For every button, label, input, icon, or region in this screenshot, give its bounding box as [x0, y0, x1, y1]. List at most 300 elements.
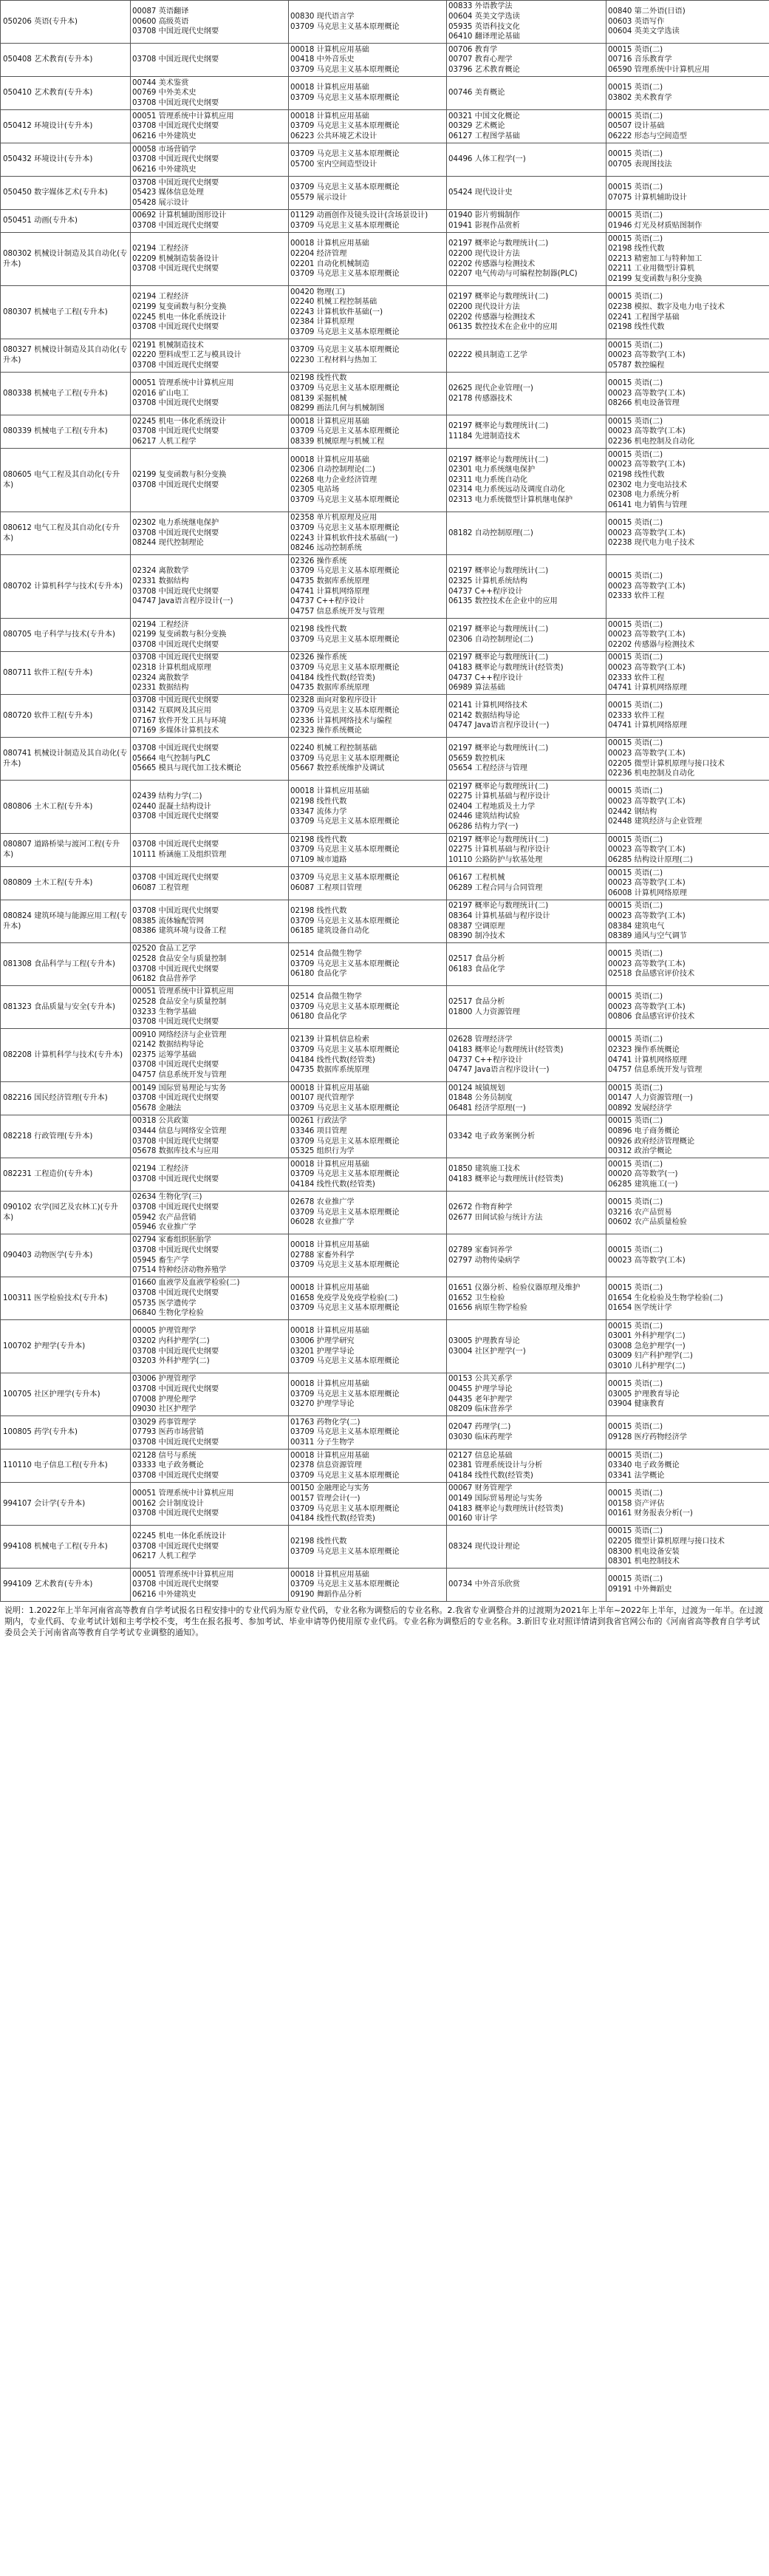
course-cell: [131, 143, 289, 177]
course-cell: [131, 110, 289, 143]
course-item: 03708 中国近现代史纲要: [132, 640, 219, 649]
course-item: 03709 马克思主义基本原理概论: [290, 1137, 400, 1146]
course-item: 00840 第二外语(日语): [608, 7, 686, 16]
course-cell: [447, 867, 606, 900]
course-item: 05735 医学遗传学: [132, 1299, 196, 1308]
course-item: 00015 英语(二): [608, 653, 663, 662]
course-item: 03709 马克思主义基本原理概论: [290, 917, 400, 925]
course-item: 02238 现代电力电子技术: [608, 539, 695, 548]
course-cell: [447, 1569, 606, 1602]
course-item: 02305 电站场: [290, 486, 340, 495]
course-item: 00015 英语(二): [608, 341, 663, 350]
major-cell: 100702 护理学(专升本): [1, 1320, 131, 1373]
course-item: 08389 通风与空气调节: [608, 932, 687, 941]
course-item: 07169 多媒体计算机技术: [132, 727, 219, 735]
course-item: 03006 护理学研究: [290, 1336, 355, 1345]
course-item: 03709 马克思主义基本原理概论: [290, 1390, 400, 1399]
course-item: 02197 概率论与数理统计(二): [448, 625, 549, 634]
course-cell: [606, 555, 769, 619]
course-cell: [606, 943, 769, 986]
major-cell: 080339 机械电子工程(专升本): [1, 415, 131, 449]
course-item: 02318 计算机组成原理: [132, 663, 211, 672]
course-item: 02016 矿山电工: [132, 389, 189, 398]
course-item: 03709 马克思主义基本原理概论: [290, 150, 400, 159]
course-item: 03709 马克思主义基本原理概论: [290, 1002, 400, 1011]
course-item: 03708 中国近现代史纲要: [132, 840, 219, 849]
course-item: 02142 数据结构导论: [448, 711, 520, 720]
course-cell: [606, 1029, 769, 1082]
course-item: 04757 信息系统开发与管理: [132, 1070, 227, 1079]
course-item: 00806 食品感官评价技术: [608, 1013, 695, 1022]
major-cell: 080809 土木工程(专升本): [1, 867, 131, 900]
course-item: 00018 计算机应用基础: [290, 1241, 369, 1250]
course-item: 05428 展示设计: [132, 198, 189, 207]
course-item: 03904 健康教育: [608, 1400, 665, 1409]
course-item: 02197 概率论与数理统计(二): [448, 455, 549, 464]
course-item: 00015 英语(二): [608, 150, 663, 159]
course-item: 03708 中国近现代史纲要: [132, 55, 219, 64]
major-cell: 050412 环境设计(专升本): [1, 110, 131, 143]
course-cell: [289, 512, 447, 555]
course-cell: [606, 986, 769, 1029]
course-item: 00157 管理会计(一): [290, 1494, 360, 1503]
course-item: 03709 马克思主义基本原理概论: [290, 1104, 400, 1112]
course-item: 01800 人力资源管理: [448, 1007, 520, 1016]
course-item: 05325 组织行为学: [290, 1147, 355, 1156]
course-item: 06989 算法基础: [448, 684, 505, 693]
course-item: 02446 建筑结构试验: [448, 812, 520, 821]
course-item: 04741 计算机网络原理: [608, 721, 687, 730]
course-item: 04737 C++程序设计: [448, 587, 523, 596]
course-cell: [447, 943, 606, 986]
major-cell: 050410 艺术教育(专升本): [1, 77, 131, 110]
major-cell: 100311 医学检验技术(专升本): [1, 1277, 131, 1320]
course-item: 00023 高等数学(工本): [608, 959, 686, 968]
course-item: 00020 高等数学(一): [608, 1170, 678, 1179]
course-item: 00005 护理管理学: [132, 1327, 196, 1336]
course-item: 05678 金融法: [132, 1104, 182, 1112]
course-item: 00023 高等数学(工本): [608, 879, 686, 888]
course-cell: [289, 619, 447, 652]
course-item: 03709 马克思主义基本原理概论: [290, 1170, 400, 1179]
course-item: 02197 概率论与数理统计(二): [448, 422, 549, 431]
course-item: 02442 钢结构: [608, 807, 657, 816]
course-cell: [606, 781, 769, 834]
major-cell: 080705 电子科学与技术(专升本): [1, 619, 131, 652]
course-item: 02324 离散数学: [132, 673, 189, 682]
course-item: 04737 C++程序设计: [448, 673, 523, 682]
course-item: 04741 计算机网络原理: [290, 587, 369, 596]
course-cell: [131, 177, 289, 210]
course-cell: [289, 781, 447, 834]
course-item: 02404 工程地质及土力学: [448, 802, 536, 811]
course-item: 00015 英语(二): [608, 84, 663, 92]
course-item: 03709 马克思主义基本原理概论: [290, 183, 400, 192]
course-cell: [447, 1320, 606, 1373]
course-item: 06285 建筑施工(一): [608, 1180, 678, 1189]
course-cell: [131, 900, 289, 943]
course-item: 00023 高等数学(工本): [608, 582, 686, 591]
course-item: 04735 数据库系统原理: [290, 577, 369, 585]
course-item: 02333 软件工程: [608, 673, 665, 682]
course-item: 00015 英语(二): [608, 1036, 663, 1044]
course-cell: [447, 1, 606, 44]
course-item: 02241 工程图学基础: [608, 313, 680, 322]
course-item: 04757 信息系统开发与管理: [290, 607, 385, 616]
course-item: 01656 病原生物学检验: [448, 1304, 527, 1313]
course-cell: [447, 834, 606, 867]
course-item: 03708 中国近现代史纲要: [132, 265, 219, 273]
course-item: 07793 医药市场营销: [132, 1428, 204, 1437]
course-item: 03708 中国近现代史纲要: [132, 178, 219, 187]
course-cell: [447, 286, 606, 339]
course-item: 03708 中国近现代史纲要: [132, 696, 219, 705]
table-row: [1, 1158, 769, 1192]
major-cell: 080327 机械设计制造及其自动化(专升本): [1, 339, 131, 373]
course-item: 02236 机电控制及自动化: [608, 769, 695, 778]
course-cell: [447, 652, 606, 695]
course-item: 06183 食品化学: [448, 965, 505, 973]
course-cell: [131, 1234, 289, 1277]
course-item: 05667 数控系统维护及调试: [290, 764, 385, 773]
course-item: 04735 数据库系统原理: [290, 1066, 369, 1075]
course-cell: [289, 867, 447, 900]
course-cell: [606, 695, 769, 738]
course-item: 06216 中外建筑史: [132, 1590, 196, 1599]
course-item: 00015 英语(二): [608, 835, 663, 844]
course-item: 02314 电力系统远动及调度自动化: [448, 486, 565, 495]
course-item: 00015 英语(二): [608, 1451, 663, 1460]
course-item: 08385 流体输配管网: [132, 917, 204, 925]
course-item: 00015 英语(二): [608, 620, 663, 629]
course-cell: [447, 1029, 606, 1082]
course-item: 04747 Java语言程序设计(一): [132, 597, 233, 606]
course-item: 05787 数控编程: [608, 361, 665, 370]
table-row: [1, 449, 769, 512]
course-item: 04183 概率论与数理统计(经管类): [448, 1504, 564, 1513]
course-cell: [447, 1416, 606, 1450]
course-item: 03708 中国近现代史纲要: [132, 1094, 219, 1103]
course-item: 02220 塑料成型工艺与模具设计: [132, 351, 242, 360]
course-item: 03005 护理教育导论: [608, 1390, 680, 1399]
course-item: 01850 建筑施工技术: [448, 1165, 520, 1174]
major-cell: 100805 药学(专升本): [1, 1416, 131, 1450]
course-cell: [447, 986, 606, 1029]
course-cell: [447, 1450, 606, 1483]
course-cell: [606, 1373, 769, 1416]
course-item: 00716 音乐教育学: [608, 55, 672, 64]
course-item: 02204 经济管理: [290, 249, 347, 258]
table-row: [1, 1, 769, 44]
course-cell: [131, 781, 289, 834]
course-item: 02325 计算机系统结构: [448, 577, 527, 585]
major-cell: 080824 建筑环境与能源应用工程(专升本): [1, 900, 131, 943]
course-item: 03216 农产品贸易: [608, 1208, 672, 1217]
course-item: 02141 计算机网络技术: [448, 701, 527, 710]
table-body: [1, 1, 769, 1602]
table-row: [1, 555, 769, 619]
course-item: 02198 线性代数: [290, 797, 347, 806]
course-item: 00015 英语(二): [608, 112, 663, 120]
course-cell: [289, 449, 447, 512]
course-cell: [289, 1115, 447, 1158]
course-item: 03709 马克思主义基本原理概论: [290, 754, 400, 763]
course-item: 06216 中外建筑史: [132, 165, 196, 174]
course-item: 05659 数控机床: [448, 754, 505, 763]
course-item: 00124 城镇规划: [448, 1084, 505, 1092]
course-cell: [131, 619, 289, 652]
course-item: 03708 中国近现代史纲要: [132, 361, 219, 370]
course-item: 02245 机电一体化系统设计: [132, 417, 227, 426]
course-item: 02197 概率论与数理统计(二): [448, 902, 549, 911]
course-item: 02194 工程经济: [132, 293, 189, 302]
course-item: 02517 食品分析: [448, 954, 505, 963]
course-item: 02199 复变函数与积分变换: [132, 470, 227, 479]
course-item: 00926 政府经济管理概论: [608, 1137, 695, 1146]
course-item: 06840 生物化学检验: [132, 1309, 204, 1318]
course-item: 03709 马克思主义基本原理概论: [290, 1357, 400, 1366]
major-cell: 080741 机械设计制造及其自动化(专升本): [1, 738, 131, 781]
table-row: [1, 233, 769, 286]
course-item: 02198 线性代数: [290, 625, 347, 634]
course-item: 02222 模具制造工艺学: [448, 351, 527, 360]
course-item: 00311 分子生物学: [290, 1438, 355, 1447]
course-item: 05423 媒体信息处理: [132, 188, 204, 197]
course-cell: [606, 1158, 769, 1192]
course-item: 06028 农业推广学: [290, 1218, 355, 1227]
major-cell: 080612 电气工程及其自动化(专升本): [1, 512, 131, 555]
major-cell: 080711 软件工程(专升本): [1, 652, 131, 695]
course-cell: [447, 373, 606, 415]
course-cell: [447, 110, 606, 143]
course-item: 08246 远动控制系统: [290, 544, 362, 553]
course-item: 04747 Java语言程序设计(一): [448, 721, 550, 730]
course-item: 00023 高等数学(工本): [608, 797, 686, 806]
course-item: 00600 高级英语: [132, 17, 189, 26]
course-item: 00015 英语(二): [608, 450, 663, 459]
course-item: 03709 马克思主义基本原理概论: [290, 427, 400, 436]
table-row: [1, 1320, 769, 1373]
table-row: [1, 1192, 769, 1234]
course-cell: [131, 738, 289, 781]
course-item: 03708 中国近现代史纲要: [132, 1384, 219, 1393]
course-item: 03708 中国近现代史纲要: [132, 965, 219, 973]
major-cell: 080702 计算机科学与技术(专升本): [1, 555, 131, 619]
course-cell: [606, 339, 769, 373]
course-item: 00015 英语(二): [608, 1198, 663, 1207]
table-row: [1, 1115, 769, 1158]
table-row: [1, 1029, 769, 1082]
course-item: 05945 畜生产学: [132, 1256, 189, 1265]
course-item: 01654 生化检验及生物学检验(二): [608, 1294, 723, 1302]
course-item: 00833 外语教学法: [448, 2, 513, 11]
course-item: 03708 中国近现代史纲要: [132, 1288, 219, 1297]
course-item: 03802 美术教育学: [608, 94, 672, 102]
course-item: 03709 马克思主义基本原理概论: [290, 567, 400, 576]
major-cell: 082231 工程造价(专升本): [1, 1158, 131, 1192]
course-item: 03708 中国近现代史纲要: [132, 323, 219, 332]
course-item: 02205 微型计算机原理与接口技术: [608, 1537, 725, 1546]
course-cell: [606, 834, 769, 867]
course-item: 02198 线性代数: [608, 245, 665, 254]
course-item: 02308 电力系统分析: [608, 491, 680, 500]
course-cell: [606, 867, 769, 900]
course-item: 02198 线性代数: [290, 835, 347, 844]
major-cell: 994109 艺术教育(专升本): [1, 1569, 131, 1602]
course-item: 05946 农业推广学: [132, 1223, 196, 1232]
course-item: 10111 桥涵施工及组织管理: [132, 851, 227, 859]
course-cell: [131, 555, 289, 619]
course-item: 04184 线性代数(经管类): [448, 1471, 533, 1480]
course-cell: [447, 1277, 606, 1320]
course-item: 02328 面向对象程序设计: [290, 696, 377, 705]
course-item: 06481 经济学原理(一): [448, 1104, 526, 1112]
course-item: 03342 电子政务案例分析: [448, 1132, 536, 1141]
course-item: 04184 线性代数(经管类): [290, 1180, 375, 1189]
course-item: 06087 工程管理: [132, 884, 189, 892]
course-item: 02198 线性代数: [290, 374, 347, 383]
course-cell: [606, 1569, 769, 1602]
course-cell: [606, 900, 769, 943]
course-cell: [289, 652, 447, 695]
course-item: 00023 高等数学(工本): [608, 631, 686, 639]
course-item: 01129 动画创作及镜头设计(含场景设计): [290, 211, 428, 220]
course-item: 01940 影片剪辑制作: [448, 211, 520, 220]
course-cell: [447, 77, 606, 110]
course-item: 03005 护理教育导论: [448, 1336, 520, 1345]
course-item: 00051 管理系统中计算机应用: [132, 1489, 234, 1498]
course-cell: [447, 233, 606, 286]
course-item: 03708 中国近现代史纲要: [132, 122, 219, 131]
course-cell: [289, 286, 447, 339]
table-row: [1, 512, 769, 555]
major-cell: 080307 机械电子工程(专升本): [1, 286, 131, 339]
course-item: 02199 复变函数与积分变换: [608, 274, 703, 283]
table-row: [1, 781, 769, 834]
major-cell: 080720 软件工程(专升本): [1, 695, 131, 738]
course-cell: [447, 619, 606, 652]
course-item: 04496 人体工程学(一): [448, 155, 526, 164]
table-row: [1, 210, 769, 233]
course-item: 06185 建筑设备自动化: [290, 927, 369, 936]
course-item: 00067 财务管理学: [448, 1484, 513, 1493]
course-item: 00910 网络经济与企业管理: [132, 1030, 227, 1039]
table-row: [1, 619, 769, 652]
course-item: 02199 复变函数与积分变换: [132, 302, 227, 311]
table-row: [1, 738, 769, 781]
course-item: 00023 高等数学(工本): [608, 461, 686, 469]
course-cell: [606, 512, 769, 555]
course-item: 05700 室内空间造型设计: [290, 160, 377, 169]
course-item: 02331 数据结构: [132, 684, 189, 693]
course-item: 08364 计算机基础与程序设计: [448, 911, 550, 920]
course-item: 03444 信息与网络安全管理: [132, 1126, 227, 1135]
course-item: 06087 工程项目管理: [290, 884, 362, 892]
course-item: 11184 先进制造技术: [448, 432, 520, 441]
course-item: 00018 计算机应用基础: [290, 112, 369, 120]
course-item: 02788 家畜外科学: [290, 1251, 355, 1260]
table-row: [1, 415, 769, 449]
course-cell: [606, 619, 769, 652]
course-cell: [447, 1158, 606, 1192]
course-item: 00015 英语(二): [608, 1575, 663, 1584]
course-item: 00603 英语写作: [608, 17, 665, 26]
course-item: 06222 形态与空间造型: [608, 132, 687, 140]
major-cell: 081308 食品科学与工程(专升本): [1, 943, 131, 986]
course-item: 05654 工程经济与管理: [448, 764, 527, 773]
course-item: 03333 电子政务概论: [132, 1461, 204, 1470]
course-item: 00015 英语(二): [608, 293, 663, 302]
course-cell: [606, 738, 769, 781]
course-cell: [606, 286, 769, 339]
major-cell: 050432 环境设计(专升本): [1, 143, 131, 177]
course-item: 08300 机电设备安装: [608, 1547, 680, 1556]
course-item: 00707 教育心理学: [448, 55, 513, 64]
course-item: 03009 妇产科护理学(二): [608, 1352, 693, 1361]
table-row: [1, 143, 769, 177]
course-item: 09190 舞蹈作品分析: [290, 1590, 362, 1599]
course-item: 02178 传感器技术: [448, 394, 513, 403]
course-item: 04741 计算机网络原理: [608, 1056, 687, 1064]
course-item: 04183 概率论与数理统计(经管类): [448, 663, 564, 672]
course-cell: [447, 1234, 606, 1277]
course-item: 02440 混凝土结构设计: [132, 802, 211, 811]
course-item: 08299 画法几何与机械制图: [290, 404, 385, 413]
major-cell: 080605 电气工程及其自动化(专升本): [1, 449, 131, 512]
course-item: 06410 翻译理论基础: [448, 33, 520, 41]
table-row: [1, 1277, 769, 1320]
course-cell: [289, 1158, 447, 1192]
course-cell: [447, 555, 606, 619]
course-item: 01941 影视作品赏析: [448, 222, 520, 230]
course-cell: [289, 143, 447, 177]
course-item: 02381 管理系统设计与分析: [448, 1461, 543, 1470]
course-item: 00015 英语(二): [608, 417, 663, 426]
course-cell: [606, 143, 769, 177]
course-item: 00830 现代语言学: [290, 12, 355, 21]
course-item: 02127 信息论基础: [448, 1451, 513, 1460]
table-row: [1, 900, 769, 943]
table-row: [1, 1569, 769, 1602]
course-item: 00051 管理系统中计算机应用: [132, 1570, 234, 1579]
course-cell: [131, 1483, 289, 1526]
course-cell: [447, 339, 606, 373]
course-item: 08266 机电设备管理: [608, 399, 680, 408]
course-item: 03709 马克思主义基本原理概论: [290, 65, 400, 74]
course-item: 02240 机械工程控制基础: [290, 744, 377, 753]
course-item: 00418 中外音乐史: [290, 55, 355, 64]
course-item: 03029 药事管理学: [132, 1418, 196, 1427]
course-item: 03709 马克思主义基本原理概论: [290, 523, 400, 532]
course-item: 04184 线性代数(经管类): [290, 673, 375, 682]
course-item: 00896 电子商务概论: [608, 1126, 680, 1135]
course-cell: [131, 1450, 289, 1483]
course-cell: [289, 1373, 447, 1416]
course-item: 00162 会计制度设计: [132, 1499, 204, 1508]
course-cell: [131, 339, 289, 373]
course-cell: [131, 512, 289, 555]
course-item: 03708 中国近现代史纲要: [132, 155, 219, 164]
course-cell: [447, 44, 606, 77]
course-item: 02326 操作系统: [290, 653, 347, 662]
course-cell: [289, 77, 447, 110]
course-item: 08139 采掘机械: [290, 394, 347, 403]
course-item: 01848 公务员制度: [448, 1094, 513, 1103]
course-item: 02198 线性代数: [608, 470, 665, 479]
course-cell: [131, 1115, 289, 1158]
course-item: 02378 信息资源管理: [290, 1461, 362, 1470]
course-item: 03708 中国近现代史纲要: [132, 907, 219, 916]
